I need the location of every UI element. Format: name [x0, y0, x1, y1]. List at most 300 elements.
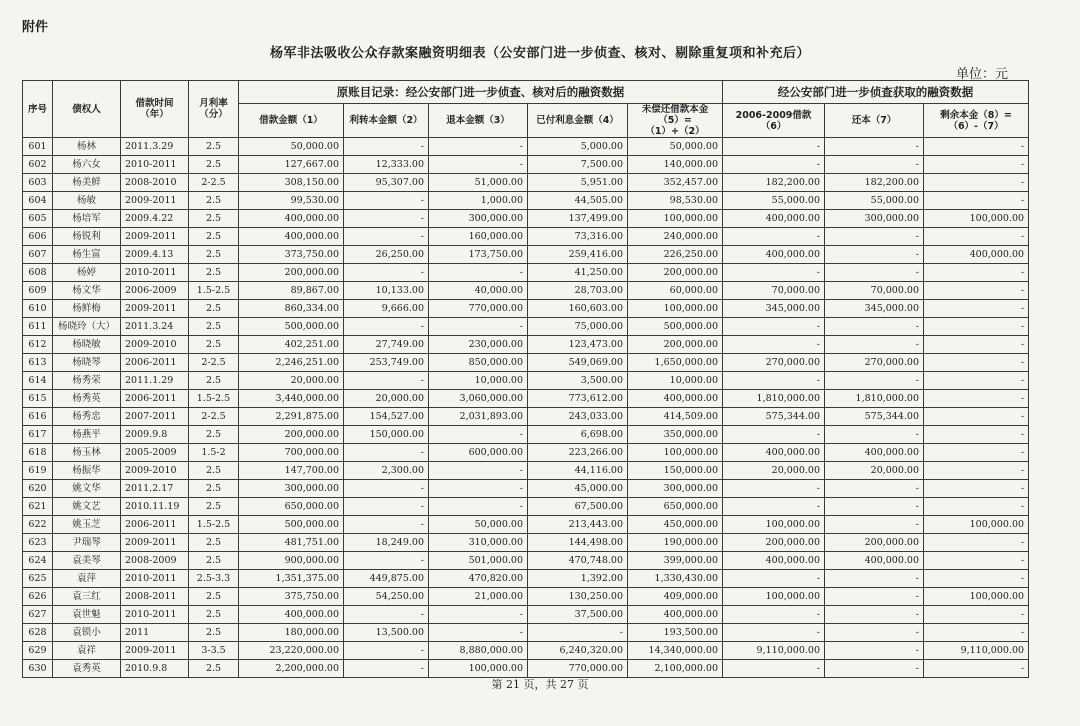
table-row: [23, 282, 1029, 300]
cell-principal-repaid: 300,000.00: [825, 210, 924, 228]
cell-interest-paid: 6,240,320.00: [528, 642, 628, 660]
table-row: [23, 642, 1029, 660]
cell-loan-amount: 650,000.00: [239, 498, 344, 516]
cell-interest-paid: 41,250.00: [528, 264, 628, 282]
table-row: [23, 444, 1029, 462]
table-row: [23, 192, 1029, 210]
table-row: [23, 210, 1029, 228]
table-row: [23, 318, 1029, 336]
table-row: [23, 246, 1029, 264]
cell-loans-2006-2009: -: [723, 372, 825, 390]
cell-principal-refunded: 300,000.00: [429, 210, 528, 228]
cell-interest-to-principal: -: [344, 138, 429, 156]
cell-interest-paid: 6,698.00: [528, 426, 628, 444]
header-group-original-records: 原账目记录：经公安部门进一步侦查、核对后的融资数据: [239, 81, 723, 104]
cell-loans-2006-2009: -: [723, 606, 825, 624]
cell-loan-amount: 2,291,875.00: [239, 408, 344, 426]
cell-remaining-principal: -: [924, 552, 1029, 570]
cell-creditor: 杨生富: [53, 246, 121, 264]
table-row: [23, 462, 1029, 480]
cell-loan-amount: 400,000.00: [239, 228, 344, 246]
cell-remaining-principal: -: [924, 336, 1029, 354]
cell-seq: 625: [23, 570, 53, 588]
header-period: 借款时间（年）: [121, 81, 189, 138]
header-outstanding-principal: 未偿还借款本金（5）=（1）+（2）: [628, 104, 723, 138]
cell-remaining-principal: -: [924, 174, 1029, 192]
table-row: [23, 516, 1029, 534]
cell-seq: 604: [23, 192, 53, 210]
table-row: [23, 426, 1029, 444]
cell-remaining-principal: -: [924, 282, 1029, 300]
cell-interest-paid: 770,000.00: [528, 660, 628, 678]
cell-outstanding-principal: 193,500.00: [628, 624, 723, 642]
cell-remaining-principal: -: [924, 660, 1029, 678]
cell-principal-refunded: 100,000.00: [429, 660, 528, 678]
cell-period: 2009-2011: [121, 642, 189, 660]
cell-interest-paid: 3,500.00: [528, 372, 628, 390]
cell-rate: 2.5: [189, 624, 239, 642]
cell-principal-repaid: -: [825, 372, 924, 390]
cell-remaining-principal: 9,110,000.00: [924, 642, 1029, 660]
cell-creditor: 杨培军: [53, 210, 121, 228]
table-row: [23, 534, 1029, 552]
cell-seq: 611: [23, 318, 53, 336]
cell-interest-to-principal: -: [344, 660, 429, 678]
cell-outstanding-principal: 1,650,000.00: [628, 354, 723, 372]
cell-interest-paid: 137,499.00: [528, 210, 628, 228]
cell-loans-2006-2009: 400,000.00: [723, 444, 825, 462]
cell-outstanding-principal: 200,000.00: [628, 336, 723, 354]
cell-principal-refunded: 2,031,893.00: [429, 408, 528, 426]
cell-creditor: 杨晓琴: [53, 354, 121, 372]
cell-interest-to-principal: -: [344, 516, 429, 534]
cell-creditor: 杨秀英: [53, 390, 121, 408]
cell-principal-refunded: -: [429, 426, 528, 444]
cell-outstanding-principal: 1,330,430.00: [628, 570, 723, 588]
cell-interest-to-principal: 18,249.00: [344, 534, 429, 552]
cell-principal-repaid: -: [825, 336, 924, 354]
cell-loans-2006-2009: 20,000.00: [723, 462, 825, 480]
cell-seq: 609: [23, 282, 53, 300]
cell-rate: 2.5: [189, 192, 239, 210]
cell-rate: 2.5: [189, 588, 239, 606]
cell-period: 2009-2011: [121, 300, 189, 318]
cell-interest-to-principal: -: [344, 552, 429, 570]
attachment-label: 附件: [22, 20, 49, 35]
cell-remaining-principal: -: [924, 318, 1029, 336]
cell-principal-refunded: -: [429, 156, 528, 174]
cell-principal-refunded: -: [429, 318, 528, 336]
cell-rate: 2.5: [189, 462, 239, 480]
document-title: 杨军非法吸收公众存款案融资明细表（公安部门进一步侦查、核对、剔除重复项和补充后）: [269, 46, 810, 61]
cell-creditor: 袁美琴: [53, 552, 121, 570]
cell-principal-repaid: -: [825, 642, 924, 660]
cell-principal-repaid: -: [825, 606, 924, 624]
financing-table-container: [22, 80, 1029, 678]
table-row: [23, 570, 1029, 588]
cell-creditor: 杨晓敏: [53, 336, 121, 354]
cell-rate: 3-3.5: [189, 642, 239, 660]
cell-period: 2009.4.13: [121, 246, 189, 264]
cell-principal-repaid: -: [825, 228, 924, 246]
cell-rate: 2.5: [189, 246, 239, 264]
cell-loans-2006-2009: -: [723, 156, 825, 174]
cell-principal-refunded: 3,060,000.00: [429, 390, 528, 408]
cell-principal-repaid: -: [825, 588, 924, 606]
cell-seq: 613: [23, 354, 53, 372]
cell-principal-repaid: -: [825, 570, 924, 588]
cell-interest-to-principal: 253,749.00: [344, 354, 429, 372]
cell-principal-refunded: -: [429, 606, 528, 624]
cell-seq: 627: [23, 606, 53, 624]
cell-principal-repaid: -: [825, 156, 924, 174]
cell-loans-2006-2009: 9,110,000.00: [723, 642, 825, 660]
cell-rate: 2.5-3.3: [189, 570, 239, 588]
cell-period: 2009-2010: [121, 462, 189, 480]
cell-period: 2009-2011: [121, 534, 189, 552]
table-row: [23, 660, 1029, 678]
cell-period: 2010.9.8: [121, 660, 189, 678]
cell-seq: 616: [23, 408, 53, 426]
cell-creditor: 杨燕平: [53, 426, 121, 444]
cell-remaining-principal: -: [924, 426, 1029, 444]
cell-interest-paid: 5,951.00: [528, 174, 628, 192]
cell-rate: 2-2.5: [189, 174, 239, 192]
cell-principal-repaid: 345,000.00: [825, 300, 924, 318]
cell-rate: 1.5-2.5: [189, 516, 239, 534]
table-row: [23, 390, 1029, 408]
cell-rate: 2.5: [189, 498, 239, 516]
page-number: 第 21 页，共 27 页: [491, 678, 589, 691]
cell-remaining-principal: -: [924, 138, 1029, 156]
cell-period: 2008-2009: [121, 552, 189, 570]
cell-creditor: 袁世魁: [53, 606, 121, 624]
cell-outstanding-principal: 500,000.00: [628, 318, 723, 336]
cell-interest-paid: 45,000.00: [528, 480, 628, 498]
cell-interest-paid: 44,116.00: [528, 462, 628, 480]
cell-remaining-principal: -: [924, 444, 1029, 462]
cell-rate: 2.5: [189, 228, 239, 246]
table-row: [23, 480, 1029, 498]
cell-outstanding-principal: 140,000.00: [628, 156, 723, 174]
cell-creditor: 尹瑞琴: [53, 534, 121, 552]
cell-principal-refunded: -: [429, 264, 528, 282]
cell-principal-refunded: 230,000.00: [429, 336, 528, 354]
cell-outstanding-principal: 190,000.00: [628, 534, 723, 552]
cell-rate: 1.5-2: [189, 444, 239, 462]
cell-loans-2006-2009: 100,000.00: [723, 588, 825, 606]
cell-period: 2011.2.17: [121, 480, 189, 498]
cell-loan-amount: 2,200,000.00: [239, 660, 344, 678]
cell-principal-refunded: -: [429, 138, 528, 156]
table-row: [23, 156, 1029, 174]
cell-seq: 630: [23, 660, 53, 678]
cell-interest-to-principal: 2,300.00: [344, 462, 429, 480]
cell-creditor: 杨婷: [53, 264, 121, 282]
table-row: [23, 624, 1029, 642]
cell-period: 2010-2011: [121, 606, 189, 624]
cell-interest-paid: 75,000.00: [528, 318, 628, 336]
cell-creditor: 袁萍: [53, 570, 121, 588]
header-remaining-principal: 剩余本金（8）=（6）-（7）: [924, 104, 1029, 138]
cell-principal-refunded: 21,000.00: [429, 588, 528, 606]
cell-principal-refunded: 8,880,000.00: [429, 642, 528, 660]
header-group-police-data: 经公安部门进一步侦查获取的融资数据: [723, 81, 1029, 104]
cell-loans-2006-2009: -: [723, 228, 825, 246]
table-body: [23, 138, 1029, 678]
cell-remaining-principal: 100,000.00: [924, 588, 1029, 606]
cell-period: 2006-2011: [121, 516, 189, 534]
table-row: [23, 336, 1029, 354]
cell-seq: 626: [23, 588, 53, 606]
cell-loans-2006-2009: 55,000.00: [723, 192, 825, 210]
cell-creditor: 杨秀忠: [53, 408, 121, 426]
cell-loan-amount: 400,000.00: [239, 606, 344, 624]
cell-seq: 608: [23, 264, 53, 282]
cell-creditor: 杨文华: [53, 282, 121, 300]
cell-seq: 618: [23, 444, 53, 462]
cell-interest-paid: 144,498.00: [528, 534, 628, 552]
cell-outstanding-principal: 400,000.00: [628, 390, 723, 408]
cell-loan-amount: 373,750.00: [239, 246, 344, 264]
cell-interest-paid: 73,316.00: [528, 228, 628, 246]
cell-interest-paid: 259,416.00: [528, 246, 628, 264]
cell-outstanding-principal: 226,250.00: [628, 246, 723, 264]
cell-remaining-principal: -: [924, 498, 1029, 516]
cell-loans-2006-2009: -: [723, 570, 825, 588]
cell-seq: 622: [23, 516, 53, 534]
cell-principal-refunded: -: [429, 498, 528, 516]
cell-outstanding-principal: 240,000.00: [628, 228, 723, 246]
cell-loans-2006-2009: 575,344.00: [723, 408, 825, 426]
cell-creditor: 杨鲜梅: [53, 300, 121, 318]
cell-loans-2006-2009: 200,000.00: [723, 534, 825, 552]
cell-seq: 615: [23, 390, 53, 408]
cell-principal-refunded: 10,000.00: [429, 372, 528, 390]
cell-outstanding-principal: 399,000.00: [628, 552, 723, 570]
cell-loan-amount: 481,751.00: [239, 534, 344, 552]
cell-period: 2010-2011: [121, 570, 189, 588]
cell-remaining-principal: -: [924, 228, 1029, 246]
cell-outstanding-principal: 414,509.00: [628, 408, 723, 426]
cell-loans-2006-2009: 400,000.00: [723, 552, 825, 570]
cell-loans-2006-2009: -: [723, 426, 825, 444]
cell-rate: 2.5: [189, 606, 239, 624]
cell-remaining-principal: -: [924, 390, 1029, 408]
cell-remaining-principal: -: [924, 570, 1029, 588]
cell-loans-2006-2009: -: [723, 138, 825, 156]
cell-loan-amount: 400,000.00: [239, 210, 344, 228]
cell-principal-repaid: 400,000.00: [825, 444, 924, 462]
cell-outstanding-principal: 98,530.00: [628, 192, 723, 210]
cell-remaining-principal: -: [924, 606, 1029, 624]
cell-outstanding-principal: 100,000.00: [628, 210, 723, 228]
cell-seq: 628: [23, 624, 53, 642]
cell-loans-2006-2009: -: [723, 660, 825, 678]
cell-outstanding-principal: 352,457.00: [628, 174, 723, 192]
cell-remaining-principal: -: [924, 462, 1029, 480]
cell-loans-2006-2009: 345,000.00: [723, 300, 825, 318]
cell-seq: 629: [23, 642, 53, 660]
header-interest-paid: 已付利息金额（4）: [528, 104, 628, 138]
cell-interest-to-principal: -: [344, 498, 429, 516]
cell-interest-paid: 1,392.00: [528, 570, 628, 588]
cell-loan-amount: 402,251.00: [239, 336, 344, 354]
cell-creditor: 杨六女: [53, 156, 121, 174]
cell-creditor: 袁秀英: [53, 660, 121, 678]
cell-rate: 2.5: [189, 372, 239, 390]
cell-outstanding-principal: 100,000.00: [628, 444, 723, 462]
header-principal-repaid: 还本（7）: [825, 104, 924, 138]
cell-principal-refunded: 51,000.00: [429, 174, 528, 192]
cell-loan-amount: 1,351,375.00: [239, 570, 344, 588]
cell-outstanding-principal: 400,000.00: [628, 606, 723, 624]
cell-interest-paid: 160,603.00: [528, 300, 628, 318]
cell-interest-to-principal: 13,500.00: [344, 624, 429, 642]
cell-principal-repaid: -: [825, 246, 924, 264]
cell-interest-to-principal: -: [344, 642, 429, 660]
cell-remaining-principal: 100,000.00: [924, 210, 1029, 228]
cell-loan-amount: 180,000.00: [239, 624, 344, 642]
cell-interest-to-principal: 27,749.00: [344, 336, 429, 354]
cell-principal-refunded: 40,000.00: [429, 282, 528, 300]
cell-period: 2011.1.29: [121, 372, 189, 390]
cell-rate: 2.5: [189, 264, 239, 282]
cell-rate: 1.5-2.5: [189, 282, 239, 300]
table-row: [23, 408, 1029, 426]
cell-loan-amount: 900,000.00: [239, 552, 344, 570]
cell-remaining-principal: -: [924, 264, 1029, 282]
cell-outstanding-principal: 450,000.00: [628, 516, 723, 534]
cell-remaining-principal: -: [924, 354, 1029, 372]
cell-loans-2006-2009: 182,200.00: [723, 174, 825, 192]
cell-seq: 623: [23, 534, 53, 552]
cell-period: 2007-2011: [121, 408, 189, 426]
cell-interest-to-principal: -: [344, 228, 429, 246]
cell-interest-paid: 223,266.00: [528, 444, 628, 462]
cell-rate: 2-2.5: [189, 354, 239, 372]
cell-loan-amount: 500,000.00: [239, 318, 344, 336]
cell-period: 2009.4.22: [121, 210, 189, 228]
cell-seq: 606: [23, 228, 53, 246]
cell-remaining-principal: -: [924, 156, 1029, 174]
cell-period: 2011: [121, 624, 189, 642]
cell-creditor: 袁锁小: [53, 624, 121, 642]
cell-interest-to-principal: 449,875.00: [344, 570, 429, 588]
header-principal-refunded: 退本金额（3）: [429, 104, 528, 138]
cell-principal-repaid: 1,810,000.00: [825, 390, 924, 408]
cell-outstanding-principal: 200,000.00: [628, 264, 723, 282]
cell-principal-repaid: -: [825, 480, 924, 498]
table-row: [23, 300, 1029, 318]
cell-loans-2006-2009: -: [723, 318, 825, 336]
cell-principal-refunded: 600,000.00: [429, 444, 528, 462]
cell-period: 2008-2011: [121, 588, 189, 606]
cell-principal-repaid: -: [825, 498, 924, 516]
cell-principal-repaid: 400,000.00: [825, 552, 924, 570]
cell-creditor: 杨敏: [53, 192, 121, 210]
cell-interest-paid: 130,250.00: [528, 588, 628, 606]
cell-seq: 624: [23, 552, 53, 570]
cell-period: 2006-2011: [121, 390, 189, 408]
cell-creditor: 姚文艺: [53, 498, 121, 516]
cell-outstanding-principal: 14,340,000.00: [628, 642, 723, 660]
cell-period: 2006-2011: [121, 354, 189, 372]
cell-principal-repaid: -: [825, 660, 924, 678]
cell-interest-to-principal: 54,250.00: [344, 588, 429, 606]
cell-loans-2006-2009: -: [723, 264, 825, 282]
cell-interest-paid: 123,473.00: [528, 336, 628, 354]
cell-seq: 601: [23, 138, 53, 156]
cell-interest-to-principal: 150,000.00: [344, 426, 429, 444]
cell-seq: 610: [23, 300, 53, 318]
cell-interest-paid: 5,000.00: [528, 138, 628, 156]
cell-remaining-principal: 100,000.00: [924, 516, 1029, 534]
cell-principal-refunded: 50,000.00: [429, 516, 528, 534]
table-row: [23, 372, 1029, 390]
cell-creditor: 姚文华: [53, 480, 121, 498]
cell-remaining-principal: -: [924, 408, 1029, 426]
cell-remaining-principal: -: [924, 300, 1029, 318]
cell-period: 2010.11.19: [121, 498, 189, 516]
cell-creditor: 杨玉林: [53, 444, 121, 462]
cell-interest-paid: 470,748.00: [528, 552, 628, 570]
cell-interest-to-principal: -: [344, 318, 429, 336]
cell-principal-repaid: 182,200.00: [825, 174, 924, 192]
cell-interest-to-principal: 154,527.00: [344, 408, 429, 426]
cell-interest-to-principal: -: [344, 606, 429, 624]
cell-principal-repaid: 55,000.00: [825, 192, 924, 210]
cell-loan-amount: 2,246,251.00: [239, 354, 344, 372]
cell-rate: 2.5: [189, 318, 239, 336]
cell-principal-repaid: 20,000.00: [825, 462, 924, 480]
cell-period: 2011.3.24: [121, 318, 189, 336]
cell-remaining-principal: -: [924, 624, 1029, 642]
cell-interest-paid: 67,500.00: [528, 498, 628, 516]
cell-principal-refunded: -: [429, 624, 528, 642]
cell-loans-2006-2009: 70,000.00: [723, 282, 825, 300]
cell-principal-repaid: -: [825, 318, 924, 336]
cell-loans-2006-2009: 400,000.00: [723, 246, 825, 264]
cell-interest-to-principal: 10,133.00: [344, 282, 429, 300]
cell-outstanding-principal: 60,000.00: [628, 282, 723, 300]
cell-creditor: 袁祥: [53, 642, 121, 660]
cell-principal-repaid: -: [825, 264, 924, 282]
table-row: [23, 354, 1029, 372]
cell-interest-to-principal: 95,307.00: [344, 174, 429, 192]
cell-creditor: 杨振华: [53, 462, 121, 480]
header-rate: 月利率（分）: [189, 81, 239, 138]
table-row: [23, 606, 1029, 624]
cell-interest-to-principal: -: [344, 444, 429, 462]
cell-loan-amount: 200,000.00: [239, 426, 344, 444]
cell-principal-refunded: 850,000.00: [429, 354, 528, 372]
cell-period: 2010-2011: [121, 156, 189, 174]
cell-interest-paid: 7,500.00: [528, 156, 628, 174]
table-header: [23, 81, 1029, 138]
cell-principal-refunded: 770,000.00: [429, 300, 528, 318]
cell-rate: 1.5-2.5: [189, 390, 239, 408]
cell-loan-amount: 99,530.00: [239, 192, 344, 210]
cell-loans-2006-2009: -: [723, 498, 825, 516]
cell-period: 2009-2011: [121, 192, 189, 210]
cell-outstanding-principal: 100,000.00: [628, 300, 723, 318]
table-row: [23, 138, 1029, 156]
cell-interest-to-principal: -: [344, 192, 429, 210]
cell-loans-2006-2009: 1,810,000.00: [723, 390, 825, 408]
cell-loan-amount: 20,000.00: [239, 372, 344, 390]
cell-principal-repaid: -: [825, 138, 924, 156]
